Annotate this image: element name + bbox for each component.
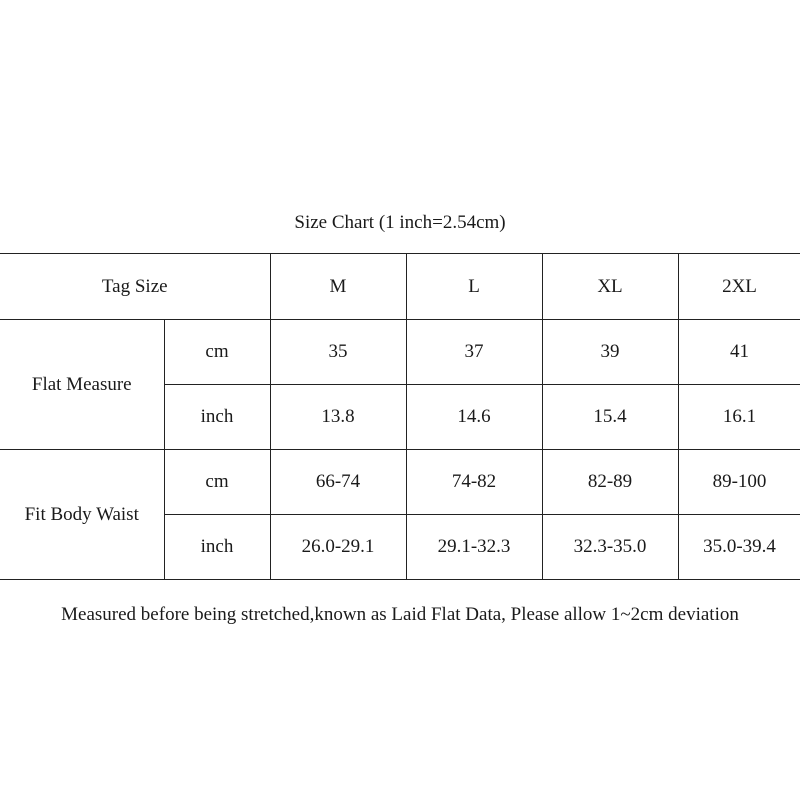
value-cell: 39 [542,320,678,385]
value-cell: 32.3-35.0 [542,515,678,580]
flat-measure-label: Flat Measure [0,320,164,450]
value-cell: 37 [406,320,542,385]
value-cell: 66-74 [270,450,406,515]
size-header-2xl: 2XL [678,254,800,320]
tag-size-header: Tag Size [0,254,270,320]
unit-cell: cm [164,320,270,385]
value-cell: 26.0-29.1 [270,515,406,580]
value-cell: 29.1-32.3 [406,515,542,580]
unit-cell: inch [164,385,270,450]
value-cell: 13.8 [270,385,406,450]
table-row [0,320,800,385]
unit-cell: cm [164,450,270,515]
size-chart-table [0,253,800,580]
measurement-footnote: Measured before being stretched,known as Laid Flat Data, Please allow 1~2cm deviation [61,604,739,625]
value-cell: 41 [678,320,800,385]
value-cell: 89-100 [678,450,800,515]
size-header-xl: XL [542,254,678,320]
table-header-row [0,254,800,320]
size-chart-title: Size Chart (1 inch=2.54cm) [294,212,506,233]
fit-body-waist-label: Fit Body Waist [0,450,164,580]
value-cell: 16.1 [678,385,800,450]
size-header-l: L [406,254,542,320]
value-cell: 14.6 [406,385,542,450]
value-cell: 82-89 [542,450,678,515]
table-row [0,450,800,515]
value-cell: 15.4 [542,385,678,450]
value-cell: 35 [270,320,406,385]
value-cell: 35.0-39.4 [678,515,800,580]
size-header-m: M [270,254,406,320]
value-cell: 74-82 [406,450,542,515]
unit-cell: inch [164,515,270,580]
